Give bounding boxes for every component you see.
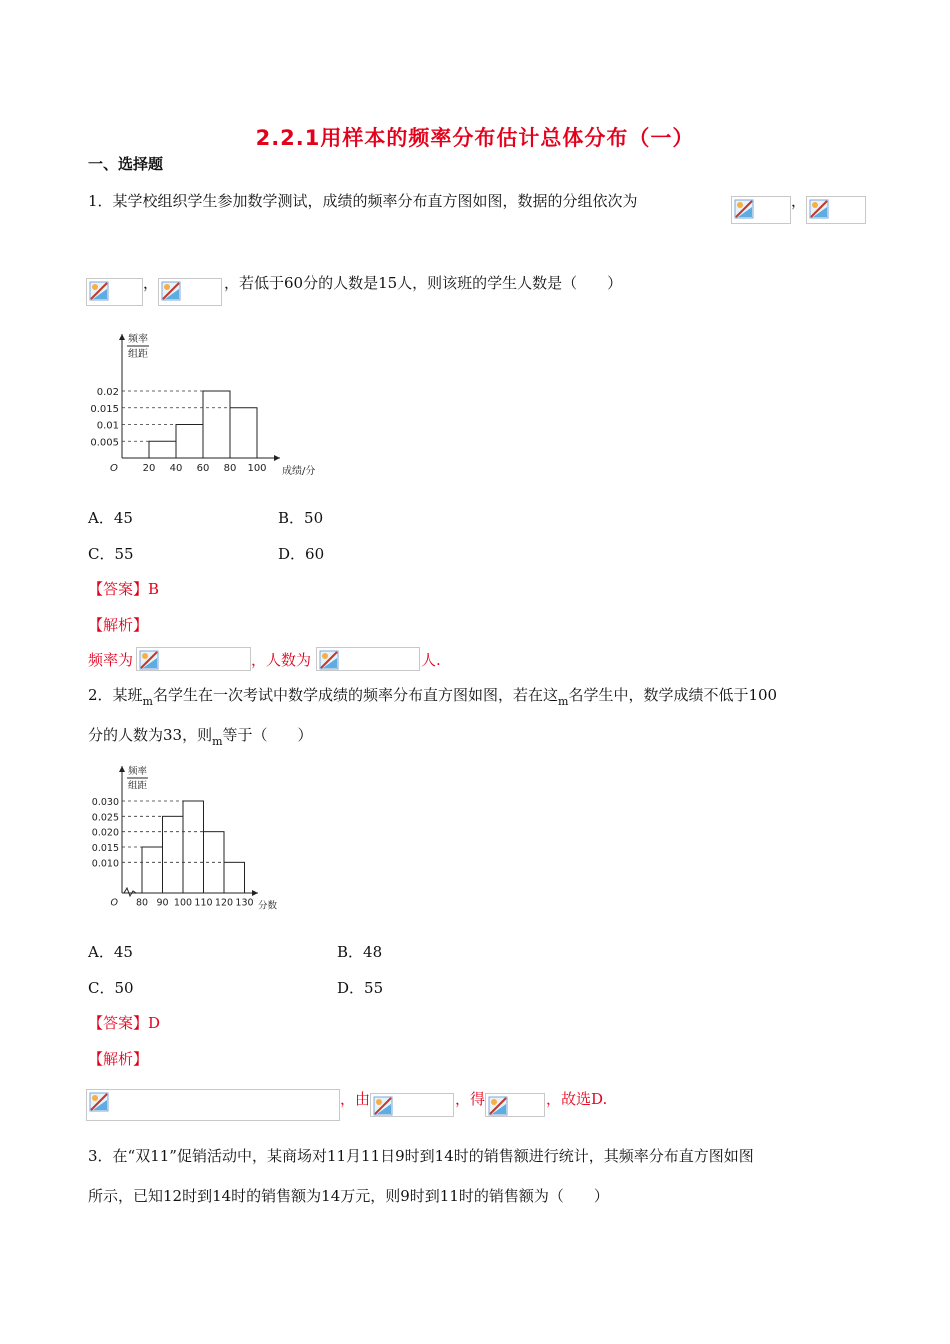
q1-stem-line1 bbox=[88, 190, 638, 211]
histogram-bar bbox=[163, 816, 184, 893]
y-tick-label: 0.015 bbox=[90, 403, 119, 415]
y-axis-arrow bbox=[119, 766, 125, 772]
broken-image-icon bbox=[809, 199, 829, 219]
y-axis-arrow bbox=[119, 334, 125, 340]
q1-separator: ， bbox=[143, 274, 159, 292]
q1-analysis-label: 【解析】 bbox=[88, 616, 149, 634]
broken-image-icon bbox=[488, 1096, 508, 1116]
y-axis-label-top: 频率 bbox=[128, 766, 148, 777]
formula-image-placeholder bbox=[806, 196, 866, 224]
q2-stem-line2 bbox=[88, 724, 313, 748]
origin-label: O bbox=[110, 897, 118, 909]
q1-separator: ， bbox=[791, 192, 807, 210]
math-var-m: m bbox=[558, 695, 569, 708]
q1-option-b[interactable]: B．50 bbox=[278, 509, 324, 527]
q2-option-c[interactable]: C．50 bbox=[88, 979, 134, 997]
q2-option-b[interactable]: B．48 bbox=[337, 943, 383, 961]
q2-option-d[interactable]: D．55 bbox=[337, 979, 384, 997]
broken-image-icon bbox=[373, 1096, 393, 1116]
q2-option-a[interactable]: A．45 bbox=[88, 943, 133, 961]
q2-analysis-text: ，由 bbox=[340, 1090, 371, 1108]
q2-text: 名学生在一次考试中数学成绩的频率分布直方图如图，若在这 bbox=[152, 686, 558, 704]
q1-analysis-text: ，人数为 bbox=[251, 651, 312, 669]
x-axis-label: 分数 bbox=[258, 900, 278, 912]
x-tick-label: 80 bbox=[135, 897, 149, 909]
x-tick-label: 20 bbox=[142, 463, 156, 474]
q2-text: 2．某班 bbox=[88, 686, 143, 704]
axis-break-mark bbox=[124, 888, 136, 896]
histogram-bar bbox=[142, 847, 163, 893]
x-tick-label: 80 bbox=[223, 463, 237, 474]
x-tick-label: 100 bbox=[173, 897, 193, 909]
formula-image-placeholder bbox=[86, 1089, 340, 1121]
x-axis-arrow bbox=[252, 890, 258, 896]
q3-stem-line1: 3．在“双11”促销活动中，某商场对11月11日9时到14时的销售额进行统计，其频率分布直方图如图 bbox=[88, 1147, 754, 1165]
q1-option-d[interactable]: D．60 bbox=[278, 545, 325, 563]
q2-analysis-text: ，得 bbox=[455, 1090, 486, 1108]
formula-image-placeholder bbox=[158, 278, 222, 306]
y-tick-label: 0.020 bbox=[91, 827, 119, 839]
q1-analysis-text: 人. bbox=[421, 651, 441, 669]
histogram-bar bbox=[176, 425, 203, 459]
origin-label: O bbox=[110, 463, 118, 474]
x-tick-label: 40 bbox=[169, 463, 183, 474]
x-tick-label: 110 bbox=[194, 897, 213, 909]
q1-answer: 【答案】B bbox=[88, 580, 160, 598]
formula-image-placeholder bbox=[731, 196, 791, 224]
q1-analysis-text: 频率为 bbox=[88, 651, 134, 669]
y-axis-label-bottom: 组距 bbox=[128, 780, 148, 792]
q2-text: 分的人数为33，则 bbox=[88, 726, 213, 744]
x-axis-label: 成绩/分 bbox=[282, 466, 316, 477]
formula-image-placeholder bbox=[86, 278, 143, 306]
broken-image-icon bbox=[734, 199, 754, 219]
y-tick-label: 0.030 bbox=[91, 797, 119, 808]
histogram-bar bbox=[230, 408, 257, 458]
broken-image-icon bbox=[89, 1092, 109, 1112]
q2-text: 等于（ ） bbox=[222, 726, 313, 744]
histogram-bar bbox=[149, 441, 176, 458]
histogram-bar bbox=[224, 862, 245, 893]
y-tick-label: 0.015 bbox=[91, 843, 119, 854]
histogram-bar bbox=[203, 391, 230, 458]
x-tick-label: 90 bbox=[156, 897, 169, 909]
histogram-chart-2 bbox=[86, 760, 286, 915]
q2-analysis-label: 【解析】 bbox=[88, 1050, 149, 1068]
y-tick-label: 0.01 bbox=[96, 420, 119, 432]
formula-image-placeholder bbox=[316, 647, 420, 671]
y-tick-label: 0.010 bbox=[91, 858, 119, 870]
q1-stem-text: 1．某学校组织学生参加数学测试，成绩的频率分布直方图如图，数据的分组依次为 bbox=[88, 192, 638, 210]
section-heading: 一、选择题 bbox=[88, 155, 164, 173]
q2-text: 名学生中，数学成绩不低于100 bbox=[568, 686, 778, 704]
q3-stem-line2: 所示，已知12时到14时的销售额为14万元，则9时到11时的销售额为（ ） bbox=[88, 1187, 609, 1205]
x-tick-label: 130 bbox=[235, 897, 254, 909]
y-axis-label-top: 频率 bbox=[128, 334, 148, 345]
formula-image-placeholder bbox=[370, 1093, 454, 1117]
y-axis-label-bottom: 组距 bbox=[128, 349, 148, 360]
formula-image-placeholder bbox=[136, 647, 251, 671]
q1-option-a[interactable]: A．45 bbox=[88, 509, 133, 527]
q1-stem-text-2: ，若低于60分的人数是15人，则该班的学生人数是（ ） bbox=[224, 274, 623, 292]
q2-stem-line1 bbox=[88, 684, 778, 708]
q1-option-c[interactable]: C．55 bbox=[88, 545, 134, 563]
x-tick-label: 120 bbox=[214, 897, 234, 909]
page-title: 2.2.1用样本的频率分布估计总体分布（一） bbox=[255, 126, 695, 150]
q2-analysis-text: ，故选D. bbox=[546, 1090, 608, 1108]
q2-answer: 【答案】D bbox=[88, 1014, 161, 1032]
y-tick-label: 0.02 bbox=[96, 387, 119, 398]
histogram-chart-1 bbox=[86, 330, 336, 480]
x-tick-label: 100 bbox=[247, 463, 267, 474]
math-var-m: m bbox=[212, 735, 223, 748]
y-tick-label: 0.025 bbox=[91, 812, 119, 824]
math-var-m: m bbox=[142, 695, 153, 708]
x-axis-arrow bbox=[274, 455, 280, 461]
formula-image-placeholder bbox=[485, 1093, 545, 1117]
histogram-bar bbox=[183, 801, 204, 893]
broken-image-icon bbox=[319, 650, 339, 670]
broken-image-icon bbox=[139, 650, 159, 670]
y-tick-label: 0.005 bbox=[90, 437, 119, 449]
x-tick-label: 60 bbox=[196, 463, 210, 474]
broken-image-icon bbox=[161, 281, 181, 301]
broken-image-icon bbox=[89, 281, 109, 301]
